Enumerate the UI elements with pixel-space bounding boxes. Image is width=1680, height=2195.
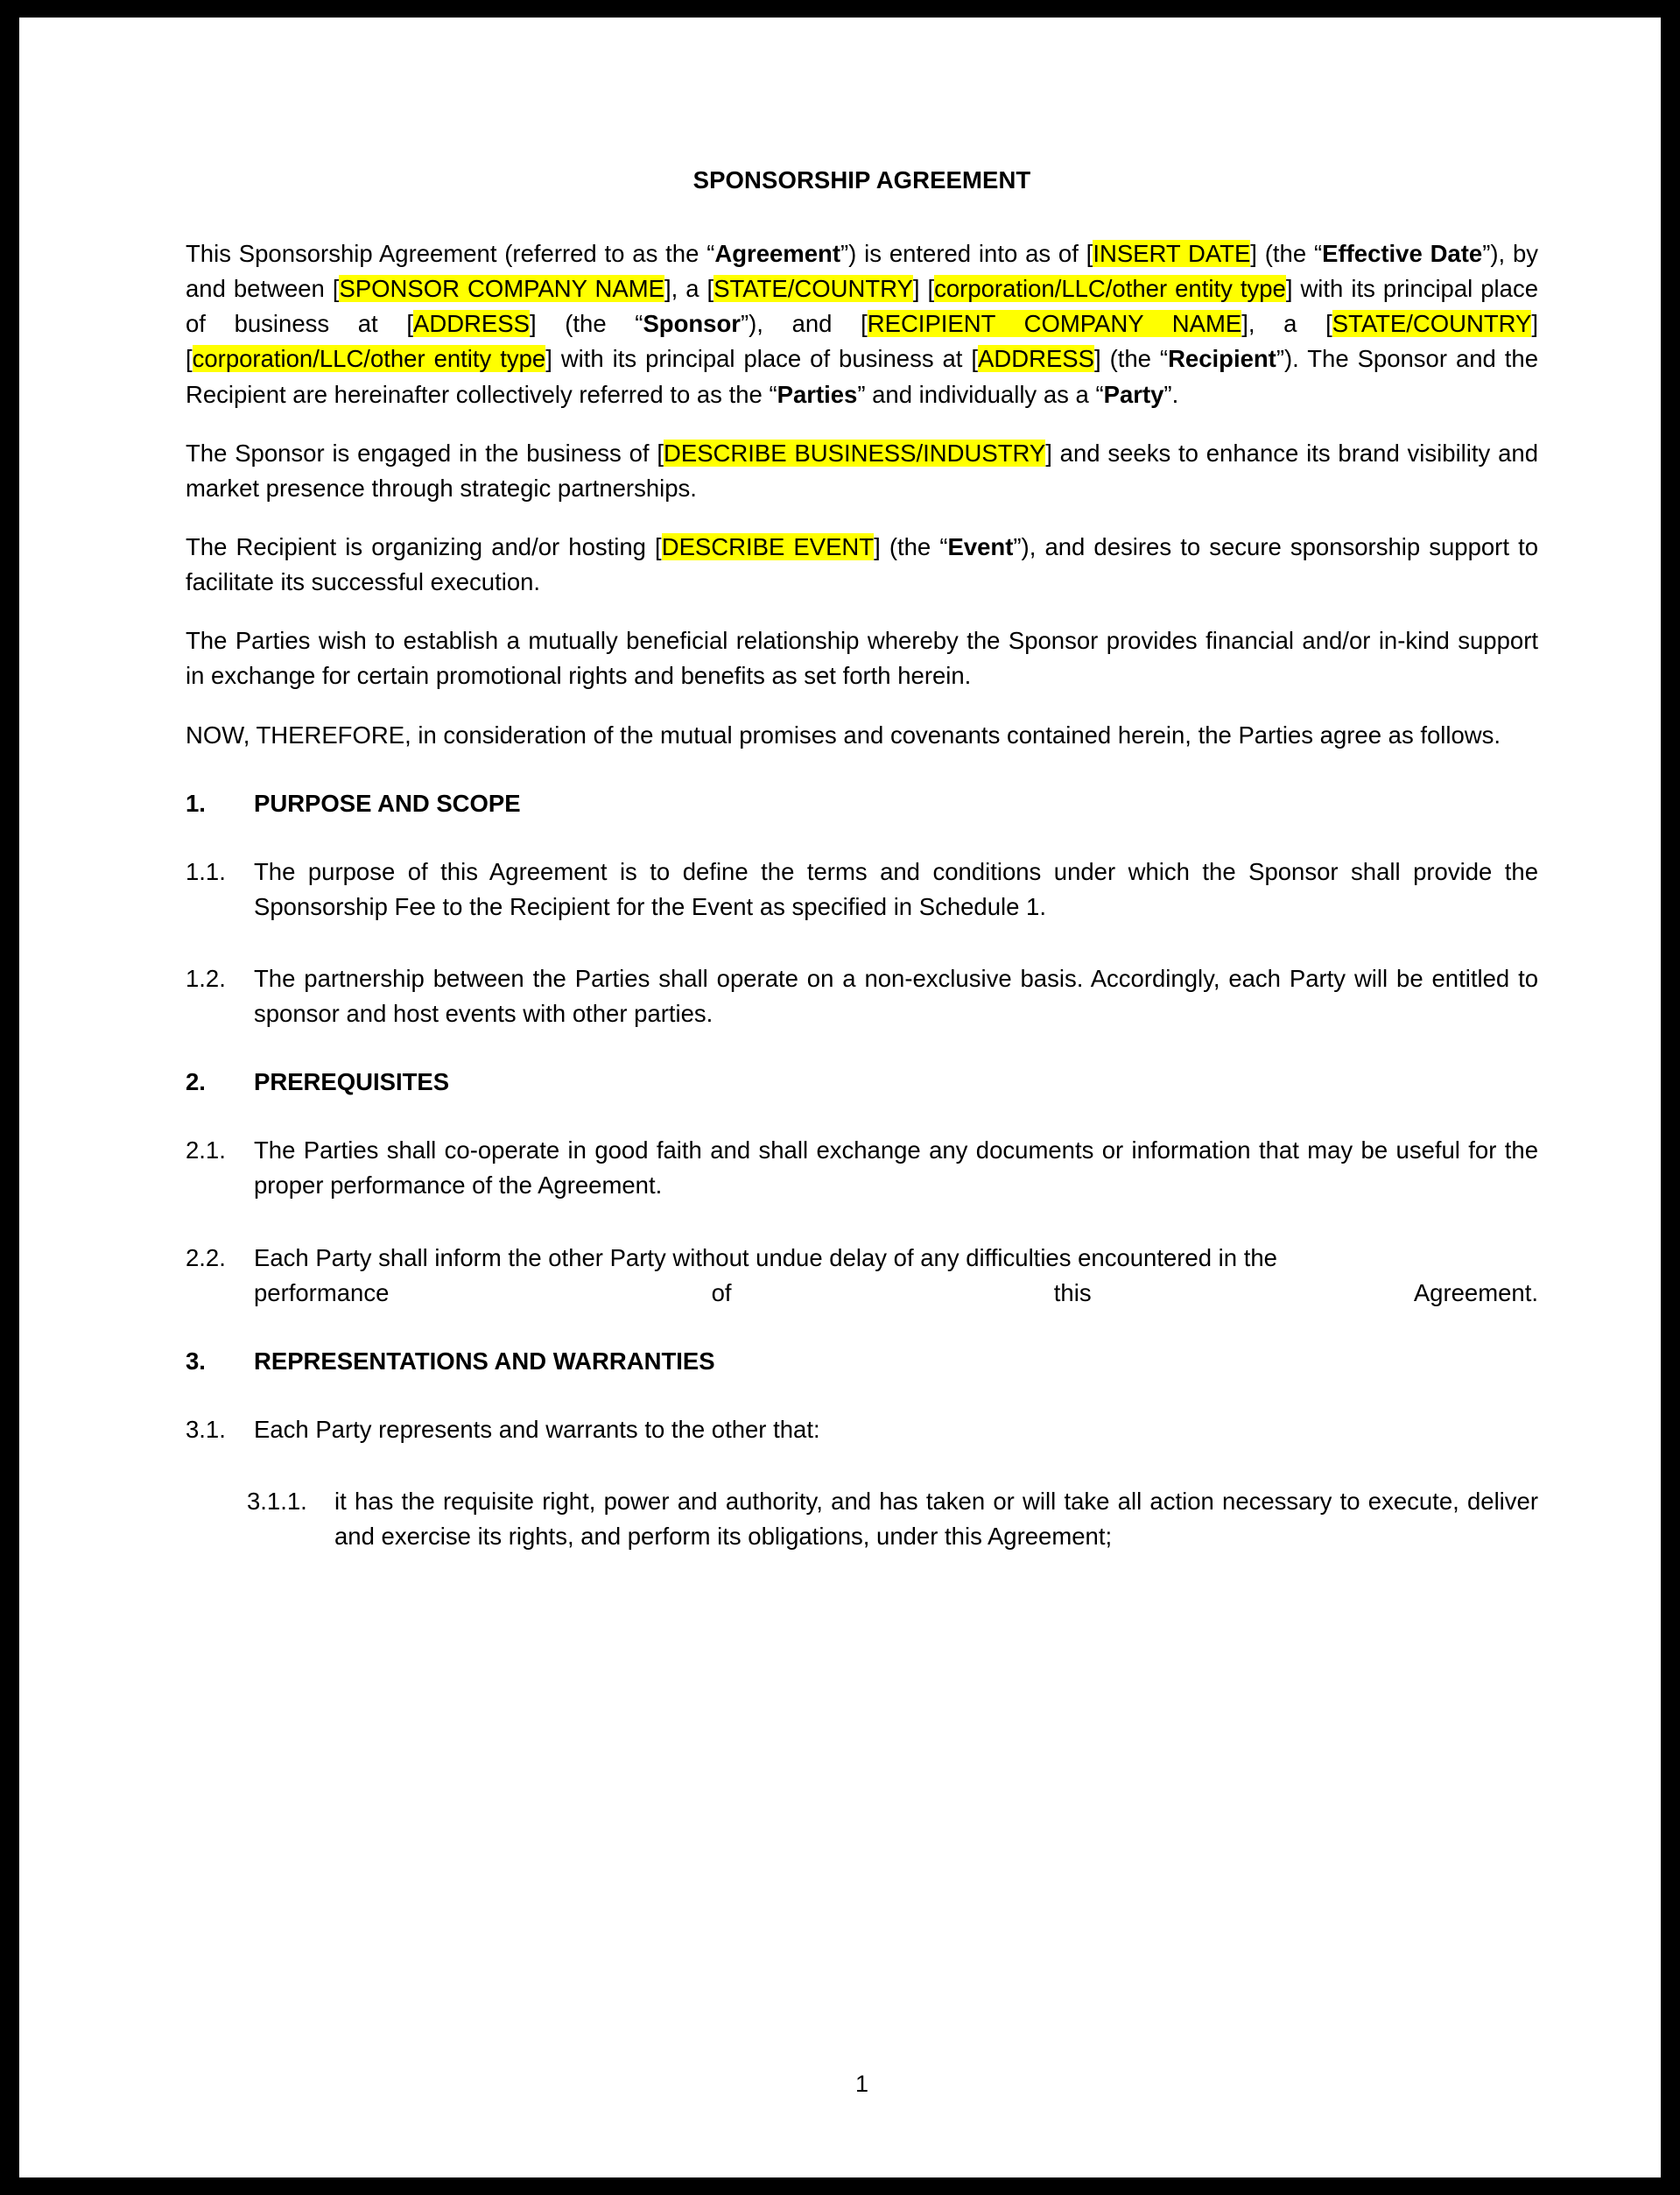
section-title: REPRESENTATIONS AND WARRANTIES xyxy=(254,1347,715,1375)
text-run: ] with its principal place of business at [ xyxy=(545,345,979,373)
defined-term-party: Party xyxy=(1103,380,1164,408)
clause-text: The purpose of this Agreement is to define the terms and conditions under which the Sponsor shall provide the Sponsorship Fee to the Recipient for the Event as specified in Schedule 1. xyxy=(254,857,1538,920)
preamble-paragraph-1 xyxy=(186,236,1538,412)
defined-term-parties: Parties xyxy=(777,380,858,408)
section-heading-3 xyxy=(186,1347,1538,1375)
document-page xyxy=(19,18,1661,2177)
section-title: PREREQUISITES xyxy=(254,1068,450,1096)
placeholder-describe-business-industry: DESCRIBE BUSINESS/INDUSTRY xyxy=(664,439,1046,467)
defined-term-recipient: Recipient xyxy=(1168,345,1276,373)
defined-term-event: Event xyxy=(947,532,1014,560)
placeholder-describe-event: DESCRIBE EVENT xyxy=(661,532,875,560)
text-run: ” and individually as a “ xyxy=(857,380,1104,408)
subclause-text: it has the requisite right, power and authority, and has taken or will take all action necessary to execute, deliver and exercise its rights, and perform its obligations, under this Agreement; xyxy=(334,1487,1538,1551)
word: performance xyxy=(254,1278,390,1306)
clause-1-2 xyxy=(186,961,1538,1031)
text-run: ”) is entered into as of [ xyxy=(840,240,1093,267)
section-number: 1. xyxy=(186,789,206,817)
word: this xyxy=(1053,1278,1092,1306)
section-heading-2 xyxy=(186,1068,1538,1096)
text-run: ], a [ xyxy=(1241,310,1332,338)
text-run: ] (the “ xyxy=(1250,240,1323,267)
preamble-paragraph-3 xyxy=(186,530,1538,600)
clause-number: 1.2. xyxy=(186,964,226,992)
text-run: ”), and desires to secure sponsorship support to facilitate its successful execution. xyxy=(186,532,1539,596)
section-number: 2. xyxy=(186,1068,206,1096)
placeholder-insert-date: INSERT DATE xyxy=(1093,240,1251,267)
clause-number: 2.2. xyxy=(186,1243,226,1271)
clause-text xyxy=(254,1241,1538,1311)
subclause-3-1-1 xyxy=(247,1484,1538,1554)
defined-term-sponsor: Sponsor xyxy=(643,310,741,338)
clause-line-1: Each Party shall inform the other Party without undue delay of any difficulties encountered in the xyxy=(254,1243,1277,1271)
text-run: ”), and [ xyxy=(740,310,868,338)
placeholder-state-country-sponsor: STATE/COUNTRY xyxy=(713,275,913,303)
placeholder-state-country-recipient: STATE/COUNTRY xyxy=(1332,310,1532,338)
placeholder-entity-type-recipient: corporation/LLC/other entity type xyxy=(192,345,546,373)
clause-3-1 xyxy=(186,1412,1538,1447)
clause-number: 1.1. xyxy=(186,857,226,885)
section-number: 3. xyxy=(186,1347,206,1375)
page-number: 1 xyxy=(854,2071,869,2097)
defined-term-agreement: Agreement xyxy=(714,240,841,267)
text-run: ] and seeks to enhance its brand visibility and market presence through strategic partnerships. xyxy=(186,439,1538,502)
document-body xyxy=(186,166,1539,2097)
defined-term-effective-date: Effective Date xyxy=(1322,240,1483,267)
clause-number: 2.1. xyxy=(186,1136,226,1164)
clause-line-2 xyxy=(254,1276,1538,1311)
preamble-paragraph-4: The Parties wish to establish a mutually beneficial relationship whereby the Sponsor provides financial and/or in-kind support in exchange for certain promotional rights and benefits as set forth herein. xyxy=(186,627,1538,690)
text-run: The Sponsor is engaged in the business of [ xyxy=(186,439,664,467)
text-run: ] (the “ xyxy=(529,310,643,338)
text-run: ”). The Sponsor and the Recipient are hereinafter collectively referred to as the “ xyxy=(186,345,1538,408)
placeholder-address-sponsor: ADDRESS xyxy=(413,310,530,338)
page-title: SPONSORSHIP AGREEMENT xyxy=(692,166,1031,193)
clause-2-1 xyxy=(186,1133,1538,1203)
text-run: ] [ xyxy=(912,275,935,303)
subclause-number: 3.1.1. xyxy=(247,1487,307,1515)
word: Agreement. xyxy=(1413,1278,1538,1306)
placeholder-entity-type-sponsor: corporation/LLC/other entity type xyxy=(934,275,1286,303)
clause-1-1 xyxy=(186,855,1538,925)
section-heading-1 xyxy=(186,790,1538,818)
clause-2-2 xyxy=(186,1241,1538,1311)
text-run: ] with its principal place of business at [ xyxy=(186,275,1538,338)
placeholder-sponsor-company-name: SPONSOR COMPANY NAME xyxy=(339,275,664,303)
text-run: ”), by and between [ xyxy=(186,240,1539,303)
preamble-paragraph-2 xyxy=(186,436,1538,506)
word: of xyxy=(711,1278,732,1306)
text-run: This Sponsorship Agreement (referred to as the “ xyxy=(186,240,715,267)
section-title: PURPOSE AND SCOPE xyxy=(254,789,521,817)
text-run: ] (the “ xyxy=(874,532,948,560)
text-run: ] (the “ xyxy=(1093,345,1169,373)
clause-text: The Parties shall co-operate in good faith and shall exchange any documents or information that may be useful for the proper performance of the Agreement. xyxy=(254,1136,1538,1200)
clause-text: Each Party represents and warrants to the other that: xyxy=(254,1415,820,1443)
text-run: ] [ xyxy=(186,310,1539,373)
clause-number: 3.1. xyxy=(186,1415,226,1443)
clause-text: The partnership between the Parties shall operate on a non-exclusive basis. Accordingly, each Party will be entitled to sponsor and host events with other parties. xyxy=(254,964,1538,1028)
text-run: ], a [ xyxy=(664,275,714,303)
text-run: ”. xyxy=(1163,380,1179,408)
text-run: The Recipient is organizing and/or hosting [ xyxy=(186,532,662,560)
placeholder-recipient-company-name: RECIPIENT COMPANY NAME xyxy=(867,310,1242,338)
placeholder-address-recipient: ADDRESS xyxy=(978,345,1094,373)
preamble-paragraph-5: NOW, THEREFORE, in consideration of the mutual promises and covenants contained herein, the Parties agree as follows. xyxy=(186,721,1501,749)
